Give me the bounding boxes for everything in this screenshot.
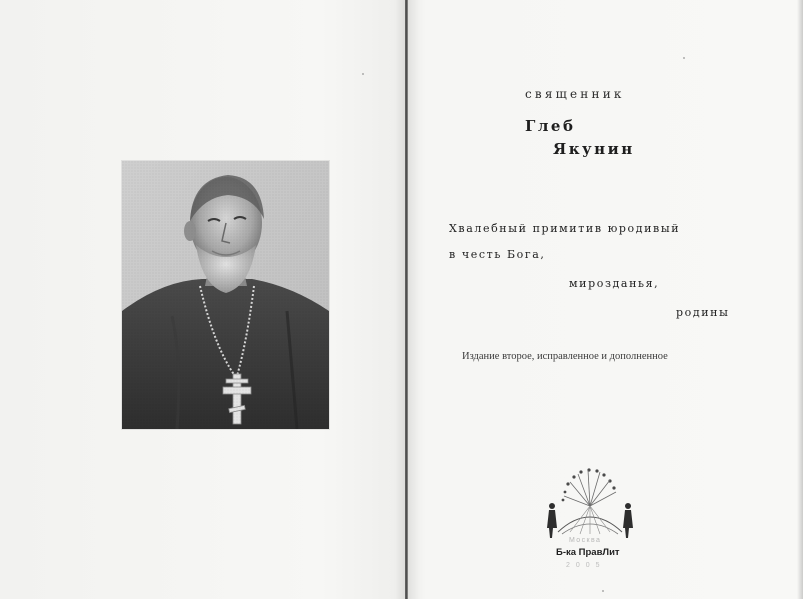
book-gutter	[405, 0, 408, 599]
author-last-name: Якунин	[553, 140, 635, 158]
scan-speck	[362, 73, 364, 75]
portrait-image	[122, 161, 329, 429]
publisher-name: Б-ка ПравЛит	[556, 547, 620, 558]
author-first-name: Глеб	[525, 117, 576, 135]
author-title: священник	[525, 87, 625, 101]
book-title-line-4: родины	[676, 306, 730, 319]
scan-speck	[683, 57, 685, 59]
book-title-line-2: в честь Бога,	[449, 248, 546, 261]
book-title-line-1: Хвалебный примитив юродивый	[449, 222, 681, 235]
page-edge	[797, 0, 803, 599]
portrait-photo	[122, 161, 329, 429]
publisher-year: 2005	[566, 562, 606, 569]
edition-note: Издание второе, исправленное и дополненное	[462, 351, 668, 362]
publisher-city: Москва	[569, 537, 602, 544]
scan-speck	[602, 590, 604, 592]
book-title-line-3: мирозданья,	[569, 277, 660, 290]
